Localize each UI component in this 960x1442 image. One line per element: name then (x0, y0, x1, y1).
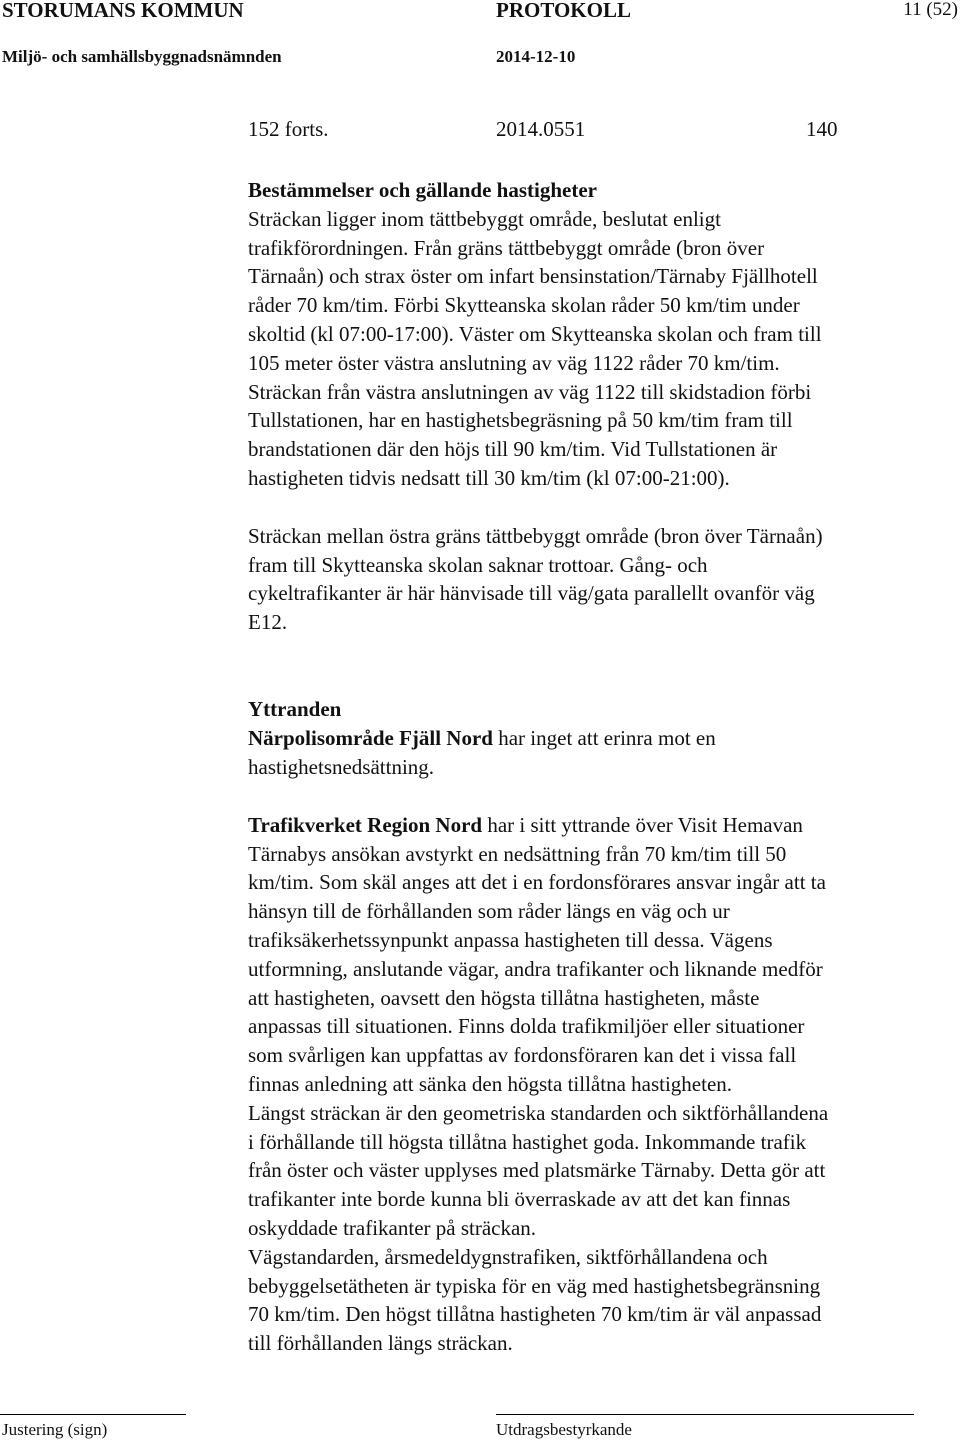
text-line: 70 km/tim. Den högst tillåtna hastigheten 70 km/tim är väl anpassad (248, 1302, 822, 1326)
text-line: trafiksäkerhetssynpunkt anpassa hastigheten till dessa. Vägens (248, 928, 773, 952)
yttranden-heading: Yttranden (248, 697, 342, 721)
trafikverket-text: har i sitt yttrande över Visit Hemavan (482, 813, 803, 837)
text-line: Tärnabys ansökan avstyrkt en nedsättning från 70 km/tim till 50 (248, 842, 787, 866)
document-type: PROTOKOLL (496, 0, 631, 22)
footer-justering: Justering (sign) (2, 1420, 108, 1439)
text-line: Vägstandarden, årsmedeldygnstrafiken, siktförhållandena och (248, 1245, 768, 1269)
trafikverket-statement (248, 811, 803, 840)
text-line: skoltid (kl 07:00-17:00). Väster om Skytteanska skolan och fram till (248, 322, 822, 346)
text-line: anpassas till situationen. Finns dolda trafikmiljöer eller situationer (248, 1014, 805, 1038)
meeting-date: 2014-12-10 (496, 47, 576, 66)
trafikverket-authority: Trafikverket Region Nord (248, 813, 483, 837)
text-line: Tärnaån) och strax öster om infart bensinstation/Tärnaby Fjällhotell (248, 264, 818, 288)
text-line: E12. (248, 610, 288, 634)
committee-name: Miljö- och samhällsbyggnadsnämnden (2, 47, 282, 66)
page-number: 11 (52) (903, 0, 958, 20)
municipality-name: STORUMANS KOMMUN (2, 0, 244, 22)
text-line: att hastigheten, oavsett den högsta tillåtna hastigheten, måste (248, 986, 760, 1010)
text-line: till förhållanden längs sträckan. (248, 1331, 513, 1355)
police-statement (248, 724, 716, 753)
signature-line (0, 1414, 186, 1415)
text-line: Sträckan mellan östra gräns tättbebyggt område (bron över Tärnaån) (248, 524, 823, 548)
text-line: oskyddade trafikanter på sträckan. (248, 1216, 537, 1240)
case-number: 2014.0551 (496, 117, 586, 141)
text-line: hastighetsnedsättning. (248, 755, 435, 779)
police-text: har inget att erinra mot en (492, 726, 716, 750)
text-line: Sträckan från västra anslutningen av väg 1122 till skidstadion förbi (248, 380, 812, 404)
text-line: finnas anledning att sänka den högsta tillåtna hastigheten. (248, 1072, 733, 1096)
police-authority: Närpolisområde Fjäll Nord (248, 726, 493, 750)
section-heading: Bestämmelser och gällande hastigheter (248, 178, 597, 202)
text-line: Sträckan ligger inom tättbebyggt område, beslutat enligt (248, 207, 721, 231)
text-line: fram till Skytteanska skolan saknar trottoar. Gång- och (248, 553, 708, 577)
text-line: cykeltrafikanter är här hänvisade till väg/gata parallellt ovanför väg (248, 581, 815, 605)
text-line: från öster och väster upplyses med platsmärke Tärnaby. Detta gör att (248, 1158, 826, 1182)
text-line: Längst sträckan är den geometriska standarden och siktförhållandena (248, 1101, 829, 1125)
text-line: Tullstationen, har en hastighetsbegräsning på 50 km/tim fram till (248, 408, 793, 432)
text-line: trafikanter inte borde kunna bli överraskade av att det kan finnas (248, 1187, 791, 1211)
case-code: 140 (806, 117, 838, 141)
text-line: bebyggelsetätheten är typiska för en väg med hastighetsbegränsning (248, 1274, 821, 1298)
text-line: i förhållande till högsta tillåtna hastighet goda. Inkommande trafik (248, 1130, 807, 1154)
signature-line (496, 1414, 914, 1415)
text-line: 105 meter öster västra anslutning av väg 1122 råder 70 km/tim. (248, 351, 780, 375)
text-line: hastigheten tidvis nedsatt till 30 km/tim (kl 07:00-21:00). (248, 466, 730, 490)
text-line: trafikförordningen. Från gräns tättbebyggt område (bron över (248, 236, 765, 260)
footer-utdragsbestyrkande: Utdragsbestyrkande (496, 1420, 632, 1439)
text-line: som svårligen kan uppfattas av fordonsföraren kan det i vissa fall (248, 1043, 797, 1067)
text-line: utformning, anslutande vägar, andra trafikanter och liknande medför (248, 957, 823, 981)
text-line: km/tim. Som skäl anges att det i en fordonsförares ansvar ingår att ta (248, 870, 826, 894)
text-line: råder 70 km/tim. Förbi Skytteanska skolan råder 50 km/tim under (248, 293, 800, 317)
paragraph-ref: 152 forts. (248, 117, 329, 141)
text-line: brandstationen där den höjs till 90 km/tim. Vid Tullstationen är (248, 437, 778, 461)
text-line: hänsyn till de förhållanden som råder längs en väg och ur (248, 899, 730, 923)
